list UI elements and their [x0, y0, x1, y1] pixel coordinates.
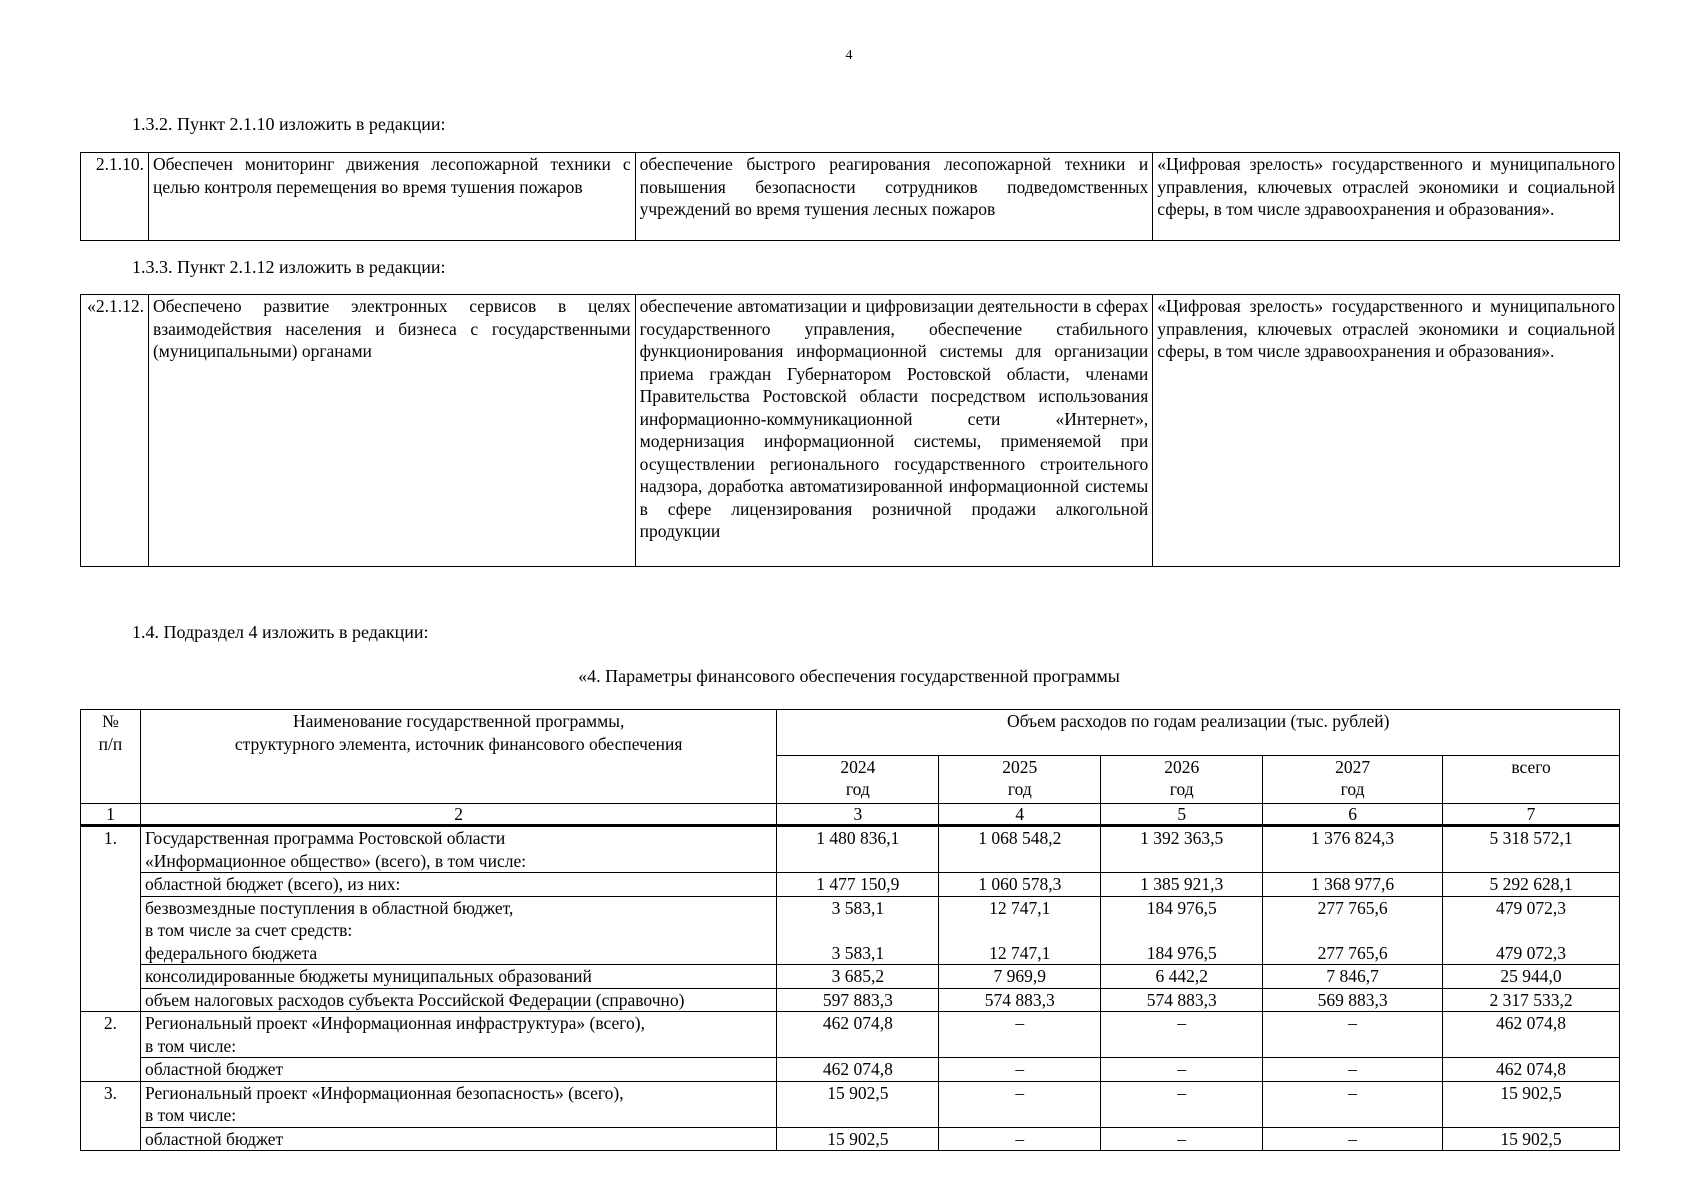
value-2027: – [1263, 1058, 1443, 1082]
value-2026: 574 883,3 [1101, 988, 1263, 1012]
value-total: 5 292 628,1 [1443, 873, 1620, 897]
year-value: 2027 [1335, 757, 1371, 777]
header-number [81, 710, 141, 804]
value-total: 25 944,0 [1443, 965, 1620, 989]
value-2024: 3 583,1 [777, 896, 939, 942]
table-row [81, 942, 1620, 965]
row-name: областной бюджет [140, 1127, 776, 1151]
page-number: 4 [845, 48, 853, 63]
paragraph-1-4: 1.4. Подраздел 4 изложить в редакции: [132, 622, 429, 642]
item-result: Обеспечен мониторинг движения лесопожарной техники с целью контроля перемещения во время тушения пожаров [148, 153, 635, 241]
value-total: 15 902,5 [1443, 1127, 1620, 1151]
item-description: обеспечение автоматизации и цифровизации деятельности в сферах государственного управления, обеспечение стабильного функционирования информационной системы для организации приема граждан Губернатором Ростовской области, членами Правительства Ростовской области посредством использования информационно-коммуникационной сети «Интернет», модернизация информационной системы, применяемой при осуществлении регионального государственного строительного надзора, доработка автоматизированной информационной системы в сфере лицензирования розничной продажи алкогольной продукции [635, 295, 1153, 567]
table-row [81, 896, 1620, 942]
value-total: 462 074,8 [1443, 1058, 1620, 1082]
section-title: «4. Параметры финансового обеспечения государственной программы [578, 666, 1120, 686]
column-number: 2 [140, 804, 776, 826]
value-total: 2 317 533,2 [1443, 988, 1620, 1012]
header-name [140, 710, 776, 804]
value-2027: – [1263, 1127, 1443, 1151]
value-2025: 574 883,3 [939, 988, 1101, 1012]
table-row [81, 1012, 1620, 1058]
table-row [81, 295, 1620, 567]
value-2024: 597 883,3 [777, 988, 939, 1012]
value-2025: – [939, 1058, 1101, 1082]
table-row [81, 1081, 1620, 1127]
row-number: 2. [81, 1012, 141, 1082]
row-number: 1. [81, 826, 141, 1012]
value-2024: 15 902,5 [777, 1127, 939, 1151]
row-name-line2: в том числе: [144, 1035, 237, 1056]
item-number: «2.1.12. [81, 295, 149, 567]
value-2025: 7 969,9 [939, 965, 1101, 989]
header-year-2024 [777, 756, 939, 804]
value-2025: – [939, 1081, 1101, 1127]
value-2024: 3 583,1 [777, 942, 939, 965]
year-unit: год [1340, 779, 1365, 799]
column-number: 6 [1263, 804, 1443, 826]
column-number: 7 [1443, 804, 1620, 826]
value-2027: 1 368 977,6 [1263, 873, 1443, 897]
paragraph-1-3-3: 1.3.3. Пункт 2.1.12 изложить в редакции: [132, 257, 446, 277]
year-unit: год [845, 779, 870, 799]
row-name-line1: безвозмездные поступления в областной бюджет, [144, 897, 514, 918]
row-name: федерального бюджета [140, 942, 776, 965]
year-value: 2026 [1164, 757, 1200, 777]
value-total: 15 902,5 [1443, 1081, 1620, 1127]
row-number: 3. [81, 1081, 141, 1151]
value-2024: 1 477 150,9 [777, 873, 939, 897]
row-name-line2: «Информационное общество» (всего), в том числе: [144, 850, 527, 871]
value-2026: 6 442,2 [1101, 965, 1263, 989]
value-total: 5 318 572,1 [1443, 826, 1620, 873]
year-unit: год [1007, 779, 1032, 799]
item-description: обеспечение быстрого реагирования лесопожарной техники и повышения безопасности сотрудников подведомственных учреждений во время тушения лесных пожаров [635, 153, 1153, 241]
value-total: 479 072,3 [1443, 896, 1620, 942]
value-2026: 1 392 363,5 [1101, 826, 1263, 873]
table-row [81, 153, 1620, 241]
value-2024: 1 480 836,1 [777, 826, 939, 873]
item-number: 2.1.10. [81, 153, 149, 241]
table-row [81, 873, 1620, 897]
table-row [81, 1127, 1620, 1151]
row-name-line2: в том числе за счет средств: [144, 920, 353, 940]
row-name: консолидированные бюджеты муниципальных образований [140, 965, 776, 989]
value-2026: 184 976,5 [1101, 942, 1263, 965]
header-number-line1: № [102, 711, 119, 731]
table-row [81, 1058, 1620, 1082]
value-2027: – [1263, 1081, 1443, 1127]
table-row [81, 826, 1620, 873]
header-number-line2: п/п [98, 733, 123, 754]
column-number: 1 [81, 804, 141, 826]
column-number: 4 [939, 804, 1101, 826]
value-2027: – [1263, 1012, 1443, 1058]
header-year-2025 [939, 756, 1101, 804]
value-2025: 1 068 548,2 [939, 826, 1101, 873]
value-2025: – [939, 1012, 1101, 1058]
value-2026: – [1101, 1058, 1263, 1082]
item-result: Обеспечено развитие электронных сервисов в целях взаимодействия населения и бизнеса с государственными (муниципальными) органами [148, 295, 635, 567]
row-name: объем налоговых расходов субъекта Российской Федерации (справочно) [140, 988, 776, 1012]
row-name: областной бюджет (всего), из них: [140, 873, 776, 897]
value-total: 479 072,3 [1443, 942, 1620, 965]
value-2025: 12 747,1 [939, 896, 1101, 942]
header-year-2026 [1101, 756, 1263, 804]
value-2024: 3 685,2 [777, 965, 939, 989]
header-year-2027 [1263, 756, 1443, 804]
value-2027: 7 846,7 [1263, 965, 1443, 989]
value-2027: 277 765,6 [1263, 942, 1443, 965]
header-volume: Объем расходов по годам реализации (тыс. рублей) [777, 710, 1620, 756]
table-row [81, 965, 1620, 989]
year-value: 2025 [1002, 757, 1038, 777]
header-total: всего [1443, 756, 1620, 804]
row-name [140, 1012, 776, 1058]
item-link: «Цифровая зрелость» государственного и муниципального управления, ключевых отраслей экономики и социальной сферы, в том числе здравоохранения и образования». [1153, 153, 1620, 241]
value-2025: 1 060 578,3 [939, 873, 1101, 897]
amendment-table-2-1-10 [80, 152, 1620, 241]
financing-table [80, 709, 1620, 1151]
row-name: областной бюджет [140, 1058, 776, 1082]
row-name-line1: Государственная программа Ростовской области [144, 828, 506, 848]
year-value: 2024 [840, 757, 876, 777]
value-2027: 277 765,6 [1263, 896, 1443, 942]
header-name-line2: структурного элемента, источник финансового обеспечения [234, 733, 683, 754]
table-row [81, 988, 1620, 1012]
item-link: «Цифровая зрелость» государственного и муниципального управления, ключевых отраслей экономики и социальной сферы, в том числе здравоохранения и образования». [1153, 295, 1620, 567]
value-2026: – [1101, 1081, 1263, 1127]
year-unit: год [1169, 779, 1194, 799]
column-number-row [81, 804, 1620, 826]
column-number: 5 [1101, 804, 1263, 826]
row-name-line1: Региональный проект «Информационная безопасность» (всего), [144, 1082, 624, 1103]
row-name-line1: Региональный проект «Информационная инфраструктура» (всего), [144, 1013, 645, 1033]
header-name-line1: Наименование государственной программы, [293, 711, 625, 731]
paragraph-1-3-2: 1.3.2. Пункт 2.1.10 изложить в редакции: [132, 114, 446, 134]
value-2026: – [1101, 1127, 1263, 1151]
value-2027: 569 883,3 [1263, 988, 1443, 1012]
header-row [81, 710, 1620, 756]
amendment-table-2-1-12 [80, 294, 1620, 567]
value-2025: 12 747,1 [939, 942, 1101, 965]
row-name [140, 1081, 776, 1127]
column-number: 3 [777, 804, 939, 826]
value-2024: 15 902,5 [777, 1081, 939, 1127]
value-total: 462 074,8 [1443, 1012, 1620, 1058]
value-2025: – [939, 1127, 1101, 1151]
value-2027: 1 376 824,3 [1263, 826, 1443, 873]
value-2024: 462 074,8 [777, 1012, 939, 1058]
row-name-line2: в том числе: [144, 1105, 237, 1125]
value-2026: – [1101, 1012, 1263, 1058]
value-2024: 462 074,8 [777, 1058, 939, 1082]
row-name [140, 826, 776, 873]
value-2026: 1 385 921,3 [1101, 873, 1263, 897]
row-name [140, 896, 776, 942]
value-2026: 184 976,5 [1101, 896, 1263, 942]
